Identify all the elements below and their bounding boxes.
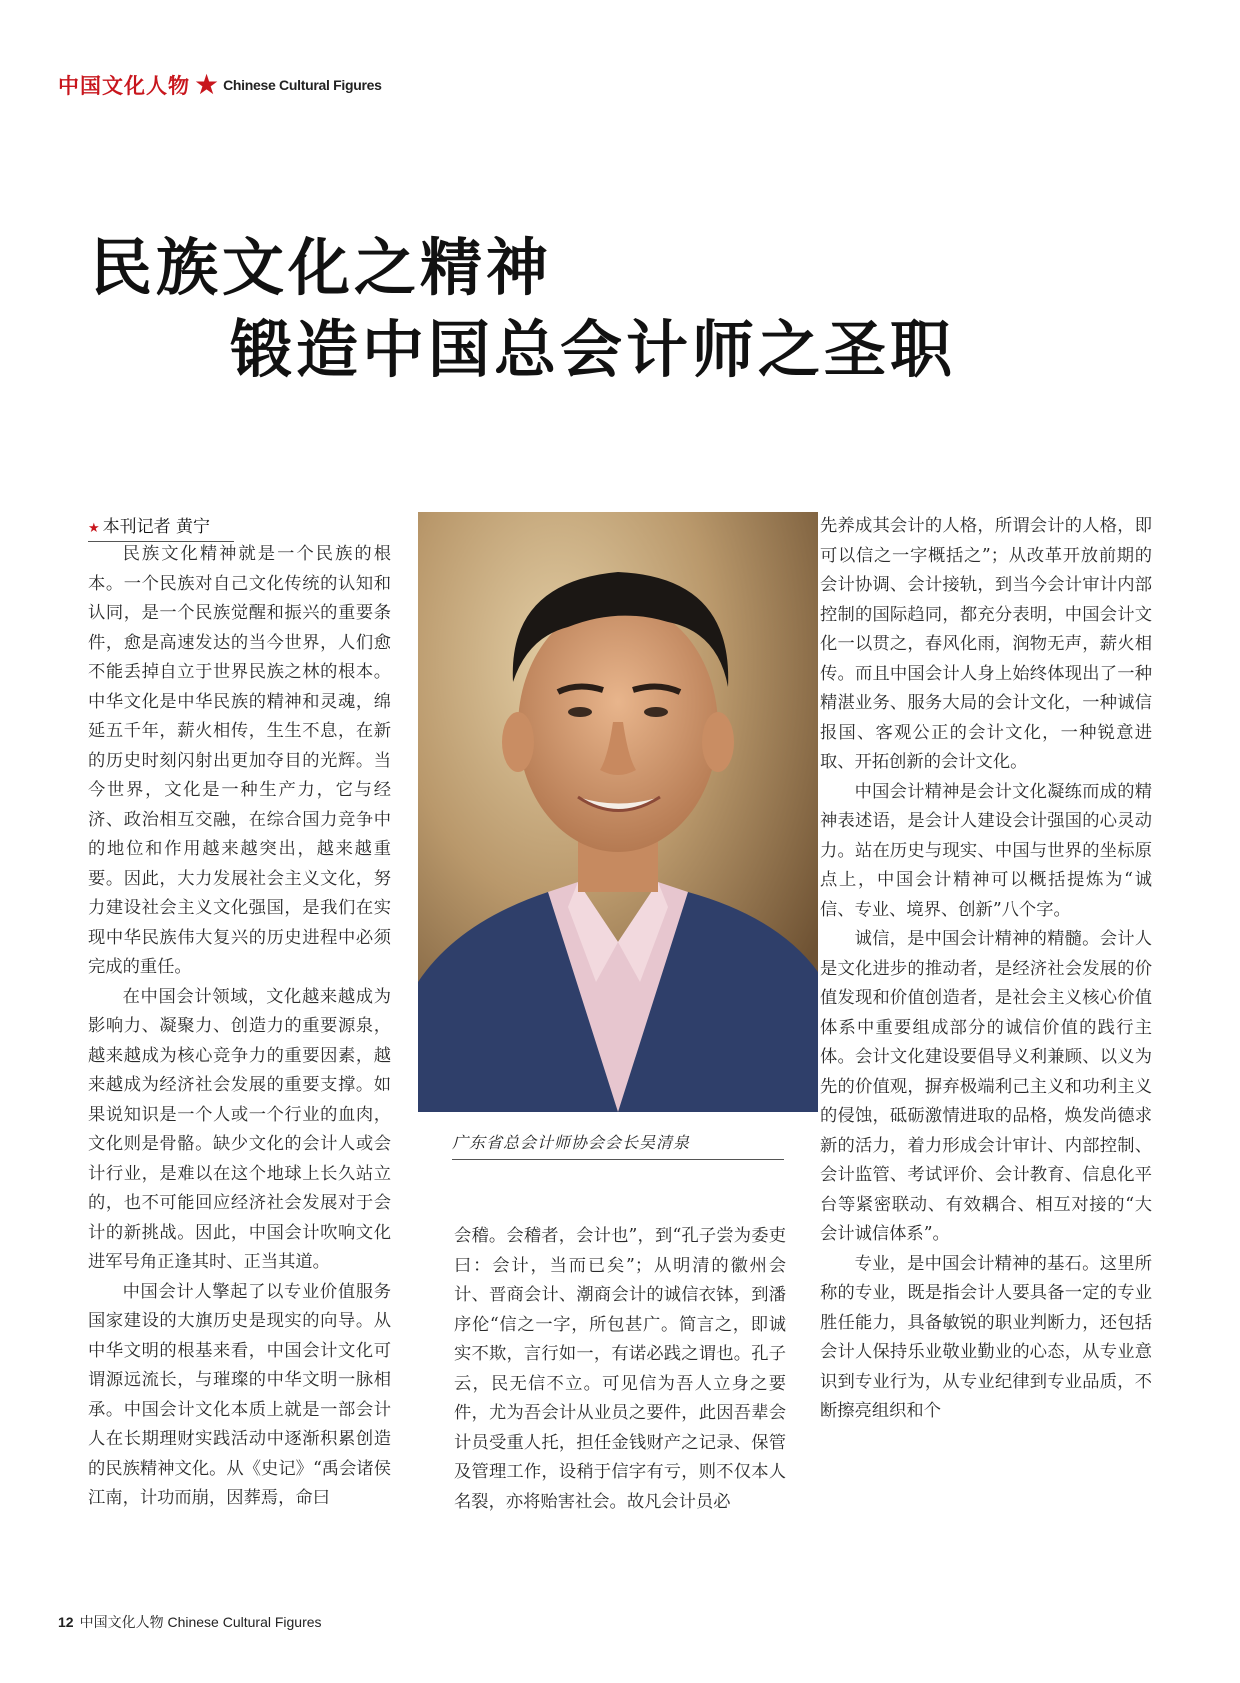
magazine-name-en: Chinese Cultural Figures — [223, 77, 382, 93]
paragraph: 中国会计人擎起了以专业价值服务国家建设的大旗历史是现实的向导。从中华文明的根基来看，中国会计文化可谓源远流长，与璀璨的中华文明一脉相承。中国会计文化本质上就是一部会计人在长期理财实践活动中逐渐积累创造的民族精神文化。从《史记》“禹会诸侯江南，计功而崩，因葬焉，命曰 — [88, 1281, 391, 1508]
photo-caption: 广东省总会计师协会会长吴清泉 — [452, 1130, 784, 1160]
star-icon: ★ — [88, 521, 100, 536]
article-column-1 — [88, 540, 391, 1514]
page-footer — [58, 1612, 322, 1632]
byline — [88, 512, 234, 542]
byline-text: 本刊记者 黄宁 — [102, 517, 211, 537]
star-icon: ★ — [194, 68, 220, 101]
paragraph: 民族文化精神就是一个民族的根本。一个民族对自己文化传统的认知和认同，是一个民族觉醒和振兴的重要条件，愈是高速发达的当今世界，人们愈不能丢掉自立于世界民族之林的根本。中华文化是中华民族的精神和灵魂，绵延五千年，薪火相传，生生不息，在新的历史时刻闪射出更加夺目的光辉。当今世界，文化是一种生产力，它与经济、政治相互交融，在综合国力竞争中的地位和作用越来越突出，越来越重要。因此，大力发展社会主义文化，努力建设社会主义文化强国，是我们在实现中华民族伟大复兴的历史进程中必须完成的重任。 — [88, 544, 391, 977]
paragraph: 会稽。会稽者，会计也”，到“孔子尝为委吏曰：会计，当而已矣”；从明清的徽州会计、晋商会计、潮商会计的诚信衣钵，到潘序伦“信之一字，所包甚广。简言之，即诚实不欺，言行如一，有诺必践之谓也。孔子云，民无信不立。可见信为吾人立身之要件，尤为吾会计从业员之要件，此因吾辈会计员受重人托，担任金钱财产之记录、保管及管理工作，设稍于信字有亏，则不仅本人名裂，亦将贻害社会。故凡会计员必 — [454, 1226, 786, 1512]
article-column-2 — [454, 1222, 786, 1517]
page-number: 12 — [58, 1614, 74, 1630]
article-column-3 — [820, 512, 1152, 1427]
magazine-header — [58, 70, 382, 100]
paragraph: 在中国会计领域，文化越来越成为影响力、凝聚力、创造力的重要源泉，越来越成为核心竞争力的重要因素，越来越成为经济社会发展的重要支撑。如果说知识是一个人或一个行业的血肉，文化则是骨骼。缺少文化的会计人或会计行业，是难以在这个地球上长久站立的，也不可能回应经济社会发展对于会计的新挑战。因此，中国会计吹响文化进军号角正逢其时、正当其道。 — [88, 986, 391, 1272]
article-title-line2: 锻造中国总会计师之圣职 — [230, 313, 957, 386]
paragraph: 中国会计精神是会计文化凝练而成的精神表述语，是会计人建设会计强国的心灵动力。站在历史与现实、中国与世界的坐标原点上，中国会计精神可以概括提炼为“诚信、专业、境界、创新”八个字。 — [820, 781, 1152, 920]
magazine-logo: 中国文化人物 — [58, 73, 190, 98]
footer-text: 中国文化人物 Chinese Cultural Figures — [79, 1614, 322, 1630]
paragraph: 先养成其会计的人格，所谓会计的人格，即可以信之一字概括之”；从改革开放前期的会计协调、会计接轨，到当今会计审计内部控制的国际趋同，都充分表明，中国会计文化一以贯之，春风化雨，润物无声，薪火相传。而且中国会计人身上始终体现出了一种精湛业务、服务大局的会计文化，一种诚信报国、客观公正的会计文化，一种锐意进取、开拓创新的会计文化。 — [820, 516, 1152, 772]
paragraph: 诚信，是中国会计精神的精髓。会计人是文化进步的推动者，是经济社会发展的价值发现和价值创造者，是社会主义核心价值体系中重要组成部分的诚信价值的践行主体。会计文化建设要倡导义利兼顾、以义为先的价值观，摒弃极端利己主义和功利主义的侵蚀，砥砺激情进取的品格，焕发尚德求新的活力，着力形成会计审计、内部控制、会计监管、考试评价、会计教育、信息化平台等紧密联动、有效耦合、相互对接的“大会计诚信体系”。 — [820, 929, 1152, 1244]
paragraph: 专业，是中国会计精神的基石。这里所称的专业，既是指会计人要具备一定的专业胜任能力，具备敏锐的职业判断力，还包括会计人保持乐业敬业勤业的心态，从专业意识到专业行为，从专业纪律到专业品质，不断擦亮组织和个 — [820, 1253, 1152, 1421]
portrait-photo — [418, 512, 818, 1112]
article-title-line1: 民族文化之精神 — [90, 231, 553, 304]
